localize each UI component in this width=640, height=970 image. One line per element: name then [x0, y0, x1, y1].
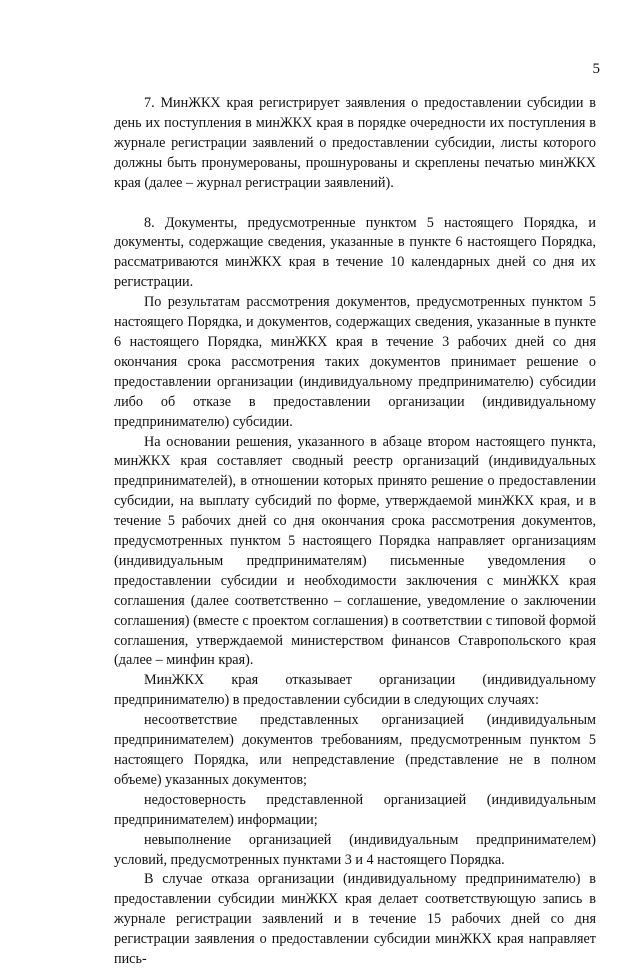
paragraph-refusal-procedure: В случае отказа организации (индивидуальному предпринимателю) в предоставлении субсидии минЖКХ края делает соответствующую запись в журнале регистрации заявлений и в течение 15 рабочих дней со дня регистрации заявления о предоставлении субсидии минЖКХ края направляет пись-	[114, 871, 596, 968]
paragraph-item-7: 7. МинЖКХ края регистрирует заявления о предоставлении субсидии в день их поступления в минЖКХ края в порядке очередности их поступления в журнале регистрации заявлений о предоставлении субсидии, листы которого должны быть пронумерованы, прошнурованы и скреплены печатью минЖКХ края (далее – журнал регистрации заявлений).	[114, 95, 596, 191]
document-body	[114, 94, 596, 970]
paragraph-refusal-cases: МинЖКХ края отказывает организации (индивидуальному предпринимателю) в предоставлении субсидии в следующих случаях:	[114, 672, 596, 709]
paragraph-item-8: 8. Документы, предусмотренные пунктом 5 настоящего Порядка, и документы, содержащие сведения, указанные в пункте 6 настоящего Порядка, рассматриваются минЖКХ края в течение 10 календарных дней со дня их регистрации.	[114, 214, 596, 291]
paragraph-refusal-case-conditions-unmet: невыполнение организацией (индивидуальным предпринимателем) условий, предусмотренных пунктами 3 и 4 настоящего Порядка.	[114, 831, 596, 868]
paragraph-refusal-case-noncompliance: несоответствие представленных организацией (индивидуальным предпринимателем) документов требованиям, предусмотренным пунктом 5 настоящего Порядка, или непредставление (представление не в полном объеме) указанных документов;	[114, 712, 596, 788]
paragraph-consolidated-register: На основании решения, указанного в абзаце втором настоящего пункта, минЖКХ края составляет сводный реестр организаций (индивидуальных предпринимателей), в отношении которых принято решение о предоставлении субсидии, на выплату субсидий по форме, утверждаемой минЖКХ края, и в течение 5 рабочих дней со дня окончания срока рассмотрения документов, предусмотренных пунктом 5 настоящего Порядка направляет организациям (индивидуальным предпринимателям) письменные уведомления о предоставлении субсидии и необходимости заключения с минЖКХ края соглашения (далее соответственно – соглашение, уведомление о заключении соглашения) (вместе с проектом соглашения) в соответствии с типовой формой соглашения, утверждаемой министерством финансов Ставропольского края (далее – минфин края).	[114, 433, 596, 669]
paragraph-review-results: По результатам рассмотрения документов, предусмотренных пунктом 5 настоящего Порядка, и документов, содержащих сведения, указанные в пункте 6 настоящего Порядка, минЖКХ края в течение 3 рабочих дней со дня окончания срока рассмотрения таких документов принимает решение о предоставлении организации (индивидуальному предпринимателю) субсидии либо об отказе в предоставлении организации (индивидуальному предпринимателю) субсидии.	[114, 294, 596, 430]
page-number: 5	[592, 61, 600, 77]
paragraph-refusal-case-unreliable-info: недостоверность представленной организацией (индивидуальным предпринимателем) информации;	[114, 791, 596, 828]
